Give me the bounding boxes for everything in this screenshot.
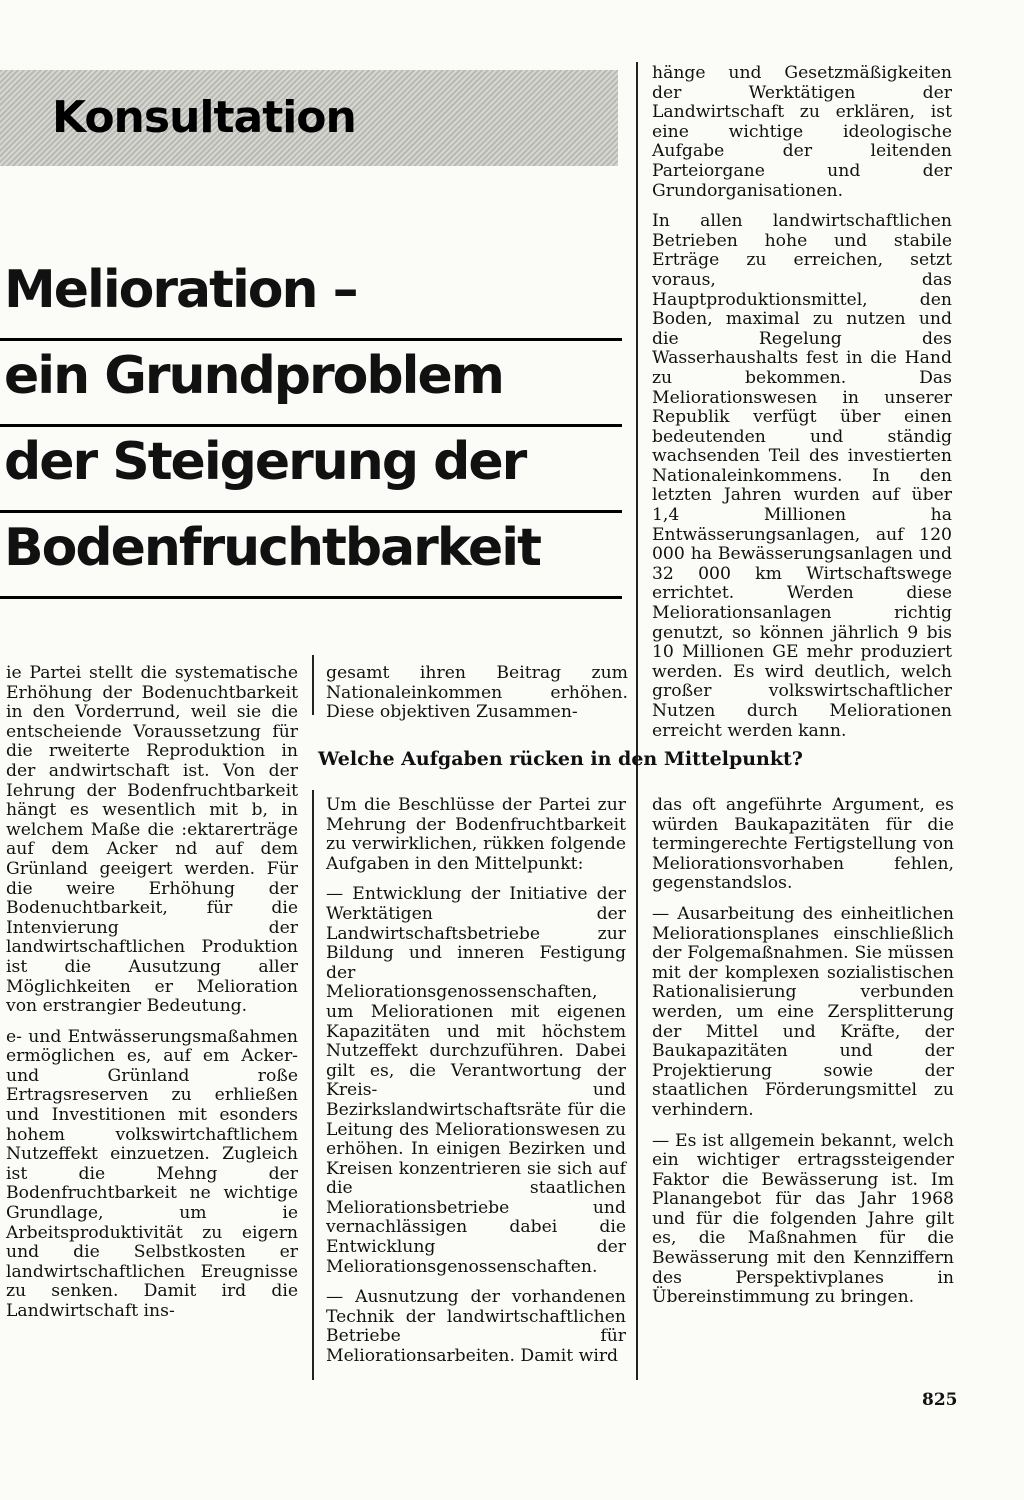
column-rule-left — [312, 655, 314, 715]
paragraph: In allen landwirtschaftlichen Betrieben hohe und stabile Erträge zu erreichen, setzt voraus, das Hauptproduktionsmittel, den Boden, maximal zu nutzen und die Regelung des Wasserhaushalts fest in die Hand zu bekommen. Das Meliorationswesen in unserer Republik verfügt über einen bedeutenden und ständig wachsenden Teil des investierten Nationaleinkommens. In den letzten Jahren wurden auf über 1,4 Millionen ha Entwässerungsanlagen, auf 120 000 ha Bewässerungsanlagen und 32 000 km Wirtschaftswege errichtet. Werden diese Meliorationsanlagen richtig genutzt, so können jährlich 9 bis 10 Millionen GE mehr produziert werden. Es wird deutlich, welch großer volkswirtschaftlicher Nutzen durch Meliorationen erreicht werden kann. — [652, 211, 952, 741]
section-heading: Welche Aufgaben rücken in den Mittelpunkt? — [318, 748, 803, 770]
headline-line-1: Melioration – — [0, 255, 622, 341]
column-rule-right — [636, 62, 638, 1380]
left-column — [6, 664, 298, 1333]
right-column-top — [652, 64, 952, 752]
column-rule-left-lower — [312, 790, 314, 1380]
article-headline — [0, 255, 622, 599]
middle-column-bottom — [326, 796, 626, 1378]
right-column-bottom — [652, 796, 954, 1319]
headline-line-4: Bodenfruchtbarkeit — [0, 513, 622, 599]
kicker-banner — [0, 70, 618, 166]
paragraph: Um die Beschlüsse der Partei zur Mehrung der Bodenfruchtbarkeit zu verwirklichen, rükken folgende Aufgaben in den Mittelpunkt: — [326, 795, 626, 874]
headline-line-2: ein Grundproblem — [0, 341, 622, 427]
paragraph: — Ausnutzung der vorhandenen Technik der landwirtschaftlichen Betriebe für Meliorationsarbeiten. Damit wird — [326, 1287, 626, 1367]
paragraph: das oft angeführte Argument, es würden Baukapazitäten für die termingerechte Fertigstellung von Meliorationsvorhaben fehlen, gegenstandslos. — [652, 795, 954, 894]
page-number: 825 — [922, 1390, 958, 1410]
paragraph: gesamt ihren Beitrag zum Nationaleinkommen erhöhen. Diese objektiven Zusammen- — [326, 663, 628, 723]
headline-line-3: der Steigerung der — [0, 427, 622, 513]
paragraph: ie Partei stellt die systematische Erhöhung der Bodenuchtbarkeit in den Vorderrund, weil sie die entscheiende Voraussetzung für die rweiterte Reproduktion in der andwirtschaft ist. Von der Iehrung der Bodenfruchtbarkeit hängt es wesentlich mit b, in welchem Maße die :ektarerträge auf dem Acker nd auf dem Grünland geeigert werden. Für die weire Erhöhung der Bodenuchtbarkeit, für die Intenvierung der landwirtschaftlichen Produktion ist die Ausutzung aller Möglichkeiten er Melioration von erstrangier Bedeutung. — [6, 663, 298, 1017]
paragraph: — Ausarbeitung des einheitlichen Meliorationsplanes einschließlich der Folgemaßnahmen. Sie müssen mit der komplexen sozialistischen Rationalisierung verbunden werden, um eine Zersplitterung der Mittel und Kräfte, der Baukapazitäten und der Projektierung sowie der staatlichen Förderungsmittel zu verhindern. — [652, 903, 954, 1120]
middle-column-top — [326, 664, 628, 734]
paragraph: — Entwicklung der Initiative der Werktätigen der Landwirtschaftsbetriebe zur Bildung und inneren Festigung der Meliorationsgenossenschaften, um Meliorationen mit eigenen Kapazitäten und mit höchstem Nutzeffekt durchzuführen. Dabei gilt es, die Verantwortung der Kreis- und Bezirkslandwirtschaftsräte für die Leitung des Meliorationswesen zu erhöhen. In einigen Bezirken und Kreisen konzentrieren sie sich auf die staatlichen Meliorationsbetriebe und vernachlässigen dabei die Entwicklung der Meliorationsgenossenschaften. — [326, 884, 626, 1277]
kicker-label: Konsultation — [52, 92, 356, 143]
paragraph: e- und Entwässerungsmaßahmen ermöglichen es, auf em Acker- und Grünland roße Ertragsreserven zu erhließen und Investitionen mit esonders hohem volkswirtchaftlichem Nutzeffekt einzuetzen. Zugleich ist die Mehng der Bodenfruchtbarkeit ne wichtige Grundlage, um ie Arbeitsproduktivität zu eigern und die Selbstkosten er landwirtschaftlichen Ereugnisse zu senken. Damit ird die Landwirtschaft ins- — [6, 1026, 298, 1321]
paragraph: hänge und Gesetzmäßigkeiten der Werktätigen der Landwirtschaft zu erklären, ist eine wichtige ideologische Aufgabe der leitenden Parteiorgane und der Grundorganisationen. — [652, 63, 952, 201]
paragraph: — Es ist allgemein bekannt, welch ein wichtiger ertragssteigender Faktor die Bewässerung ist. Im Planangebot für das Jahr 1968 und für die folgenden Jahre gilt es, die Maßnahmen für die Bewässerung mit den Kennziffern des Perspektivplanes in Übereinstimmung zu bringen. — [652, 1130, 954, 1308]
